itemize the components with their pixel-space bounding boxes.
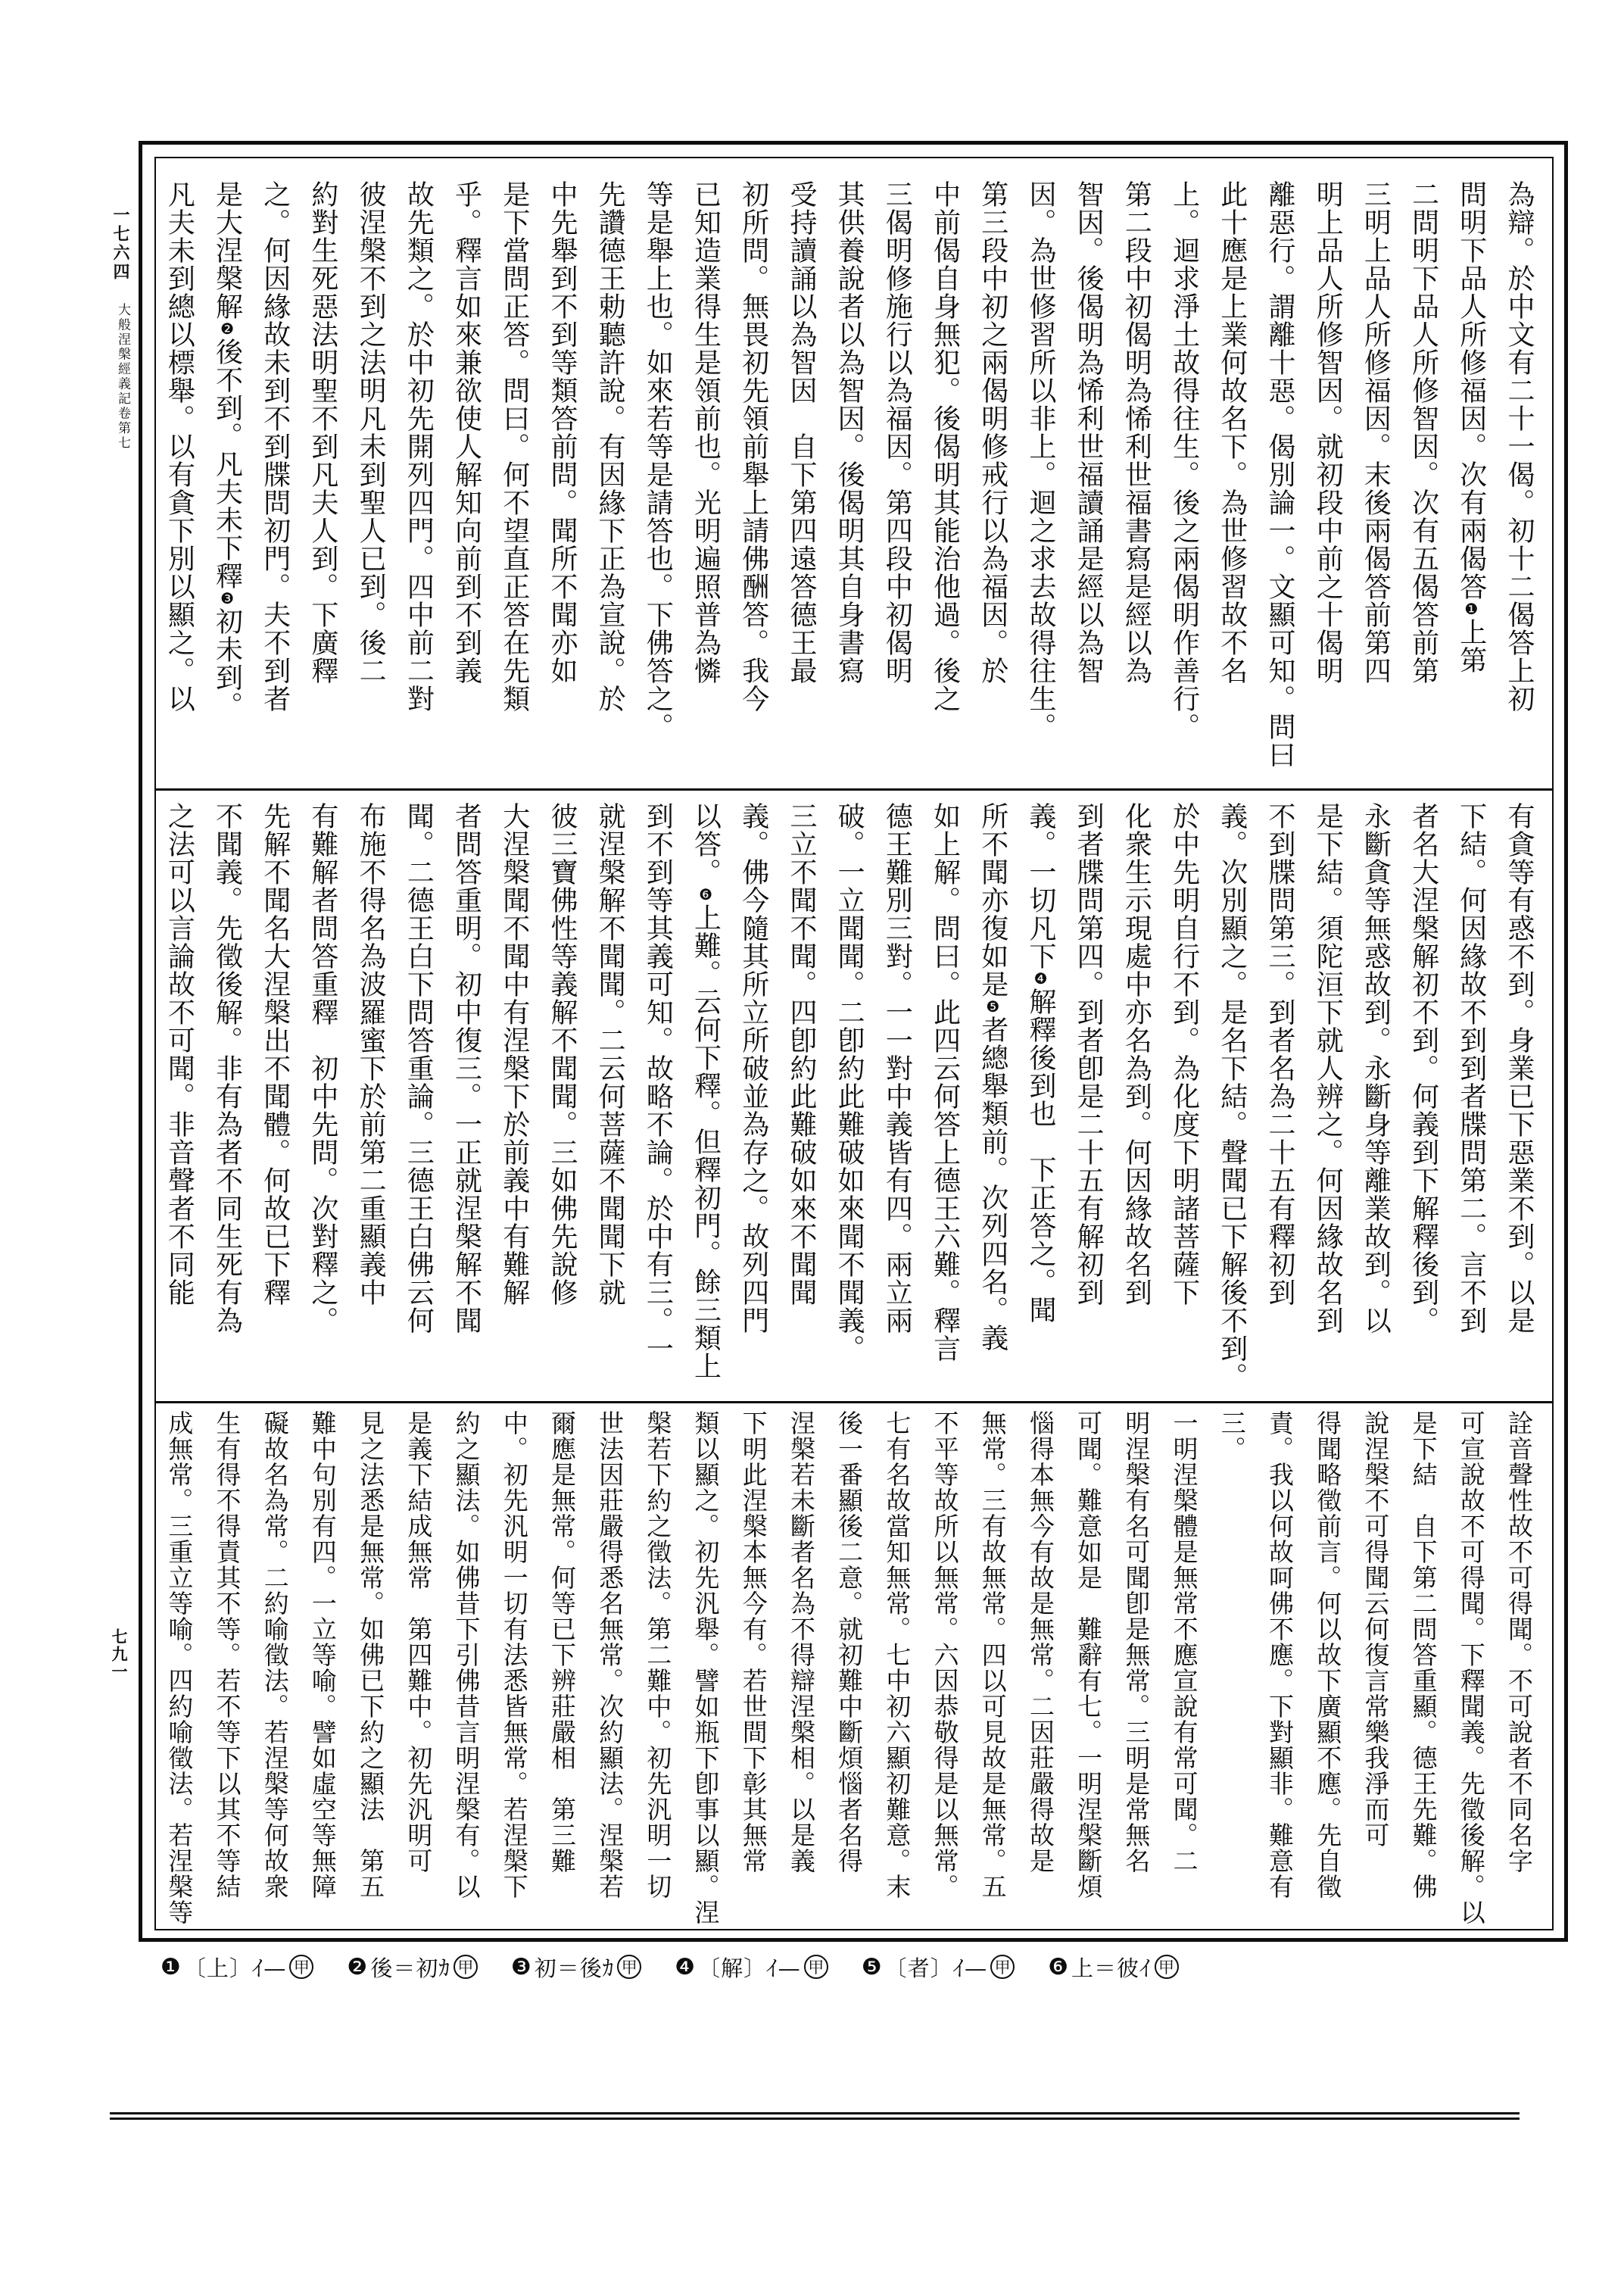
text-column: 凡夫未到總以標舉。以有貪下別以顯之。以 bbox=[164, 180, 195, 713]
footnote-marker: ❶ bbox=[161, 1953, 181, 1980]
text-column: 永斷貪等無惑故到。永斷身等離業故到。以 bbox=[1360, 802, 1392, 1334]
footnote-text: 〔者〕ｲ— bbox=[884, 1955, 988, 1981]
text-column: 第三段中初之兩偈明修戒行以為福因。於 bbox=[977, 180, 1008, 685]
text-column: 上。迴求淨土故得往生。後之兩偈明作善行。 bbox=[1168, 180, 1200, 741]
text-column: 德王難別三對。一一對中義皆有四。兩立兩 bbox=[881, 802, 913, 1334]
text-column: 責。我以何故呵佛不應。下對顯非。難意有三。 bbox=[1217, 1410, 1295, 1899]
footnote-marker-inline: ❶ bbox=[1462, 601, 1480, 618]
text-column: 為辯。於中文有二十一偈。初十二偈答上初 bbox=[1504, 180, 1535, 713]
text-column: 中前偈自身無犯。後偈明其能治他過。後之 bbox=[929, 180, 961, 713]
text-column: 是義下結成無常 第四難中。初先汎明可 bbox=[404, 1410, 434, 1874]
edition-siglum-icon: 甲 bbox=[289, 1955, 313, 1979]
text-column: 化衆生示現處中亦名為到。何因緣故名到 bbox=[1121, 802, 1152, 1306]
text-column: 明涅槃有名可聞卽是無常。三明是常無名 bbox=[1121, 1410, 1152, 1874]
footnote-marker: ❹ bbox=[675, 1953, 696, 1980]
text-column: 就涅槃解不聞聞。二云何菩薩不聞聞下就 bbox=[594, 802, 626, 1306]
band-separator-rule bbox=[156, 1401, 1554, 1403]
footnote-entry bbox=[347, 1952, 477, 1983]
footnote-marker: ❸ bbox=[510, 1953, 531, 1980]
text-column: 因。為世修習所以非上。迴之求去故得往生。 bbox=[1024, 180, 1056, 741]
taisho-text-number: 一七六四 bbox=[111, 206, 130, 282]
footnote-entry bbox=[161, 1952, 313, 1983]
work-title: 大般涅槃經義記卷第七 bbox=[115, 303, 130, 451]
text-column: 之。何因緣故未到不到牒問初門。夫不到者 bbox=[259, 180, 291, 713]
footnote-marker-inline: ❷ bbox=[218, 320, 236, 338]
text-column: 一明涅槃體是無常不應宣說有常可聞。二 bbox=[1169, 1410, 1199, 1874]
text-column: 下結。何因緣故不到到者牒問第二。言不到 bbox=[1455, 802, 1487, 1334]
text-column: 智因。後偈明為悕利世福讀誦是經以為智 bbox=[1073, 180, 1105, 685]
text-column: 離惡行。謂離十惡。偈別論一。文顯可知。問曰 bbox=[1264, 180, 1295, 769]
text-column: 是下結。須陀洹下就人辨之。何因緣故名到 bbox=[1312, 802, 1344, 1334]
text-column: 於中先明自行不到。為化度下明諸菩薩下 bbox=[1168, 802, 1200, 1306]
text-column: 者名大涅槃解初不到。何義到下解釋後到。 bbox=[1407, 802, 1439, 1334]
text-column: 後一番顯後二意。就初難中斷煩惱者名得 bbox=[834, 1410, 865, 1874]
text-column: 義。次別顯之。是名下結。聲聞已下解後不到。 bbox=[1216, 802, 1248, 1390]
text-column: 有難解者問答重釋 初中先問。次對釋之。 bbox=[307, 802, 338, 1334]
text-band-lower bbox=[156, 1404, 1554, 1930]
text-column: 聞。二德王白下問答重論。三德王白佛云何 bbox=[403, 802, 435, 1334]
band-separator-rule bbox=[156, 788, 1554, 791]
text-column: 成無常。三重立等喻。四約喻徵法。若涅槃等 bbox=[164, 1410, 195, 1925]
text-column: 不聞義。先徵後解。非有為者不同生死有為 bbox=[211, 802, 243, 1334]
footnote-text: 〔解〕ｲ— bbox=[698, 1955, 801, 1981]
footnote-text: 〔上〕ｲ— bbox=[183, 1955, 287, 1981]
text-column: 七有名故當知無常。七中初六顯初難意。末 bbox=[882, 1410, 912, 1899]
text-column: 可聞。難意如是 難辭有七。一明涅槃斷煩 bbox=[1074, 1410, 1104, 1899]
text-column: 先讚德王勅聽許說。有因緣下正為宣說。於 bbox=[594, 180, 626, 713]
text-column: 者問答重明。初中復三。一正就涅槃解不聞 bbox=[450, 802, 482, 1334]
text-column: 此十應是上業何故名下。為世修習故不名 bbox=[1216, 180, 1248, 685]
text-column: 難中句別有四。一立等喻。譬如虛空等無障 bbox=[307, 1410, 338, 1899]
footnote-marker-inline: ❹ bbox=[1031, 970, 1049, 988]
text-column: 布施不得名為波羅蜜下於前第二重顯義中 bbox=[355, 802, 387, 1306]
text-column: 問明下品人所修福因。次有兩偈答❶上第 bbox=[1455, 180, 1487, 674]
footnote-entry bbox=[862, 1952, 1015, 1983]
text-column: 有貪等有惑不到。身業已下惡業不到。以是 bbox=[1504, 802, 1535, 1334]
edition-siglum-icon: 甲 bbox=[454, 1955, 478, 1979]
text-column: 三明上品人所修福因。末後兩偈答前第四 bbox=[1360, 180, 1392, 685]
text-column: 先解不聞名大涅槃出不聞體。何故已下釋 bbox=[259, 802, 291, 1306]
edition-siglum-icon: 甲 bbox=[804, 1955, 828, 1979]
text-column: 故先類之。於中初先開列四門。四中前二對 bbox=[403, 180, 435, 713]
text-column: 到不到等其義可知。故略不論。於中有三。一 bbox=[642, 802, 674, 1362]
text-column: 其供養說者以為智因。後偈明其自身書寫 bbox=[834, 180, 865, 685]
text-column: 到者牒問第四。到者卽是二十五有解初到 bbox=[1073, 802, 1105, 1306]
text-column: 爾應是無常。何等已下辨莊嚴相 第三難 bbox=[547, 1410, 577, 1874]
text-column: 詮音聲性故不可得聞。不可說者不同名字 bbox=[1504, 1410, 1534, 1874]
footnote-text: 後＝初ｶ bbox=[370, 1955, 450, 1981]
text-column: 乎。釋言如來兼欲使人解知向前到不到義 bbox=[450, 180, 482, 685]
text-column: 約對生死惡法明聖不到凡夫人到。下廣釋 bbox=[307, 180, 338, 685]
text-column: 得聞略徵前言。何以故下廣顯不應。先自徵 bbox=[1313, 1410, 1343, 1899]
text-column: 破。一立聞聞。二卽約此難破如來聞不聞義。 bbox=[834, 802, 865, 1362]
text-column: 義。一切凡下❹解釋後到也 下正答之。聞 bbox=[1024, 802, 1056, 1324]
footnote-text: 初＝後ｶ bbox=[534, 1955, 615, 1981]
footnote-entry bbox=[1048, 1952, 1178, 1983]
edition-siglum-icon: 甲 bbox=[990, 1955, 1015, 1979]
text-column: 不平等故所以無常。六因恭敬得是以無常。 bbox=[930, 1410, 960, 1899]
footnote-marker: ❻ bbox=[1048, 1953, 1069, 1980]
text-column: 二問明下品人所修智因。次有五偈答前第 bbox=[1407, 180, 1439, 685]
text-column: 是大涅槃解❷後不到。凡夫未下釋❸初未到。 bbox=[211, 180, 243, 719]
text-column: 以答。❻上難。云何下釋。但釋初門。餘三類上 bbox=[690, 802, 722, 1380]
text-column: 是下結 自下第二問答重顯。德王先難。佛 bbox=[1408, 1410, 1439, 1899]
footnote-marker-inline: ❺ bbox=[983, 998, 1002, 1016]
footnote-entry bbox=[511, 1952, 641, 1983]
text-column: 無常。三有故無常。四以可見故是無常。五 bbox=[977, 1410, 1008, 1899]
edition-siglum-icon: 甲 bbox=[1155, 1955, 1179, 1979]
text-column: 義。佛今隨其所立所破並為存之。故列四門 bbox=[737, 802, 769, 1334]
text-column: 之法可以言論故不可聞。非音聲者不同能 bbox=[164, 802, 195, 1306]
text-band-upper bbox=[156, 161, 1554, 788]
text-column: 三立不聞不聞。四卽約此難破如來不聞聞 bbox=[785, 802, 817, 1306]
edition-siglum-icon: 甲 bbox=[617, 1955, 641, 1979]
footnote-text: 上＝彼ｲ bbox=[1071, 1955, 1152, 1981]
footnote-marker: ❺ bbox=[861, 1953, 882, 1980]
text-column: 是下當問正答。問曰。何不望直正答在先類 bbox=[498, 180, 530, 713]
text-column: 類以顯之。初先汎舉。譬如瓶下卽事以顯。涅 bbox=[690, 1410, 721, 1925]
text-column: 受持讀誦以為智因 自下第四遠答德王最 bbox=[785, 180, 817, 685]
text-column: 彼涅槃不到之法明凡未到聖人已到。後二 bbox=[355, 180, 387, 685]
footer-double-rule bbox=[110, 2112, 1520, 2120]
text-column: 中先舉到不到等類答前問。聞所不聞亦如 bbox=[546, 180, 578, 685]
text-column: 惱得本無今有故是無常。二因莊嚴得故是 bbox=[1025, 1410, 1055, 1874]
text-column: 可宣說故不可得聞。下釋聞義。先徵後解。以 bbox=[1456, 1410, 1486, 1925]
text-column: 生有得不得責其不等。若不等下以其不等結 bbox=[212, 1410, 242, 1899]
text-column: 見之法悉是無常。如佛已下約之顯法 第五 bbox=[356, 1410, 386, 1899]
text-column: 所不聞亦復如是❺者總舉類前。次列四名。義 bbox=[977, 802, 1008, 1352]
footnote-apparatus-row bbox=[161, 1951, 1296, 1983]
text-column: 中。初先汎明一切有法悉皆無常。若涅槃下 bbox=[499, 1410, 529, 1899]
text-column: 涅槃若未斷者名為不得辯涅槃相。以是義 bbox=[786, 1410, 816, 1874]
text-column: 世法因莊嚴得悉名無常。次約顯法。涅槃若 bbox=[595, 1410, 625, 1899]
text-column: 已知造業得生是領前也。光明遍照普為憐 bbox=[690, 180, 722, 685]
page-number: 七九一 bbox=[110, 1628, 129, 1681]
text-column: 槃若下約之徵法。第二難中。初先汎明一切 bbox=[643, 1410, 673, 1899]
text-column: 下明此涅槃本無今有。若世間下彰其無常 bbox=[738, 1410, 768, 1874]
text-column: 說涅槃不可得聞云何復言常樂我淨而可 bbox=[1361, 1410, 1391, 1848]
footnote-marker-inline: ❻ bbox=[697, 886, 715, 903]
footnote-entry bbox=[675, 1952, 828, 1983]
text-column: 明上品人所修智因。就初段中前之十偈明 bbox=[1312, 180, 1344, 685]
footnote-marker-inline: ❸ bbox=[218, 590, 236, 607]
text-band-middle bbox=[156, 792, 1554, 1400]
text-column: 等是舉上也。如來若等是請答也。下佛答之。 bbox=[642, 180, 674, 741]
text-column: 三偈明修施行以為福因。第四段中初偈明 bbox=[881, 180, 913, 685]
footnote-marker: ❷ bbox=[347, 1953, 368, 1980]
text-column: 初所問。無畏初先領前舉上請佛酬答。我今 bbox=[737, 180, 769, 713]
text-column: 約之顯法。如佛昔下引佛昔言明涅槃有。以 bbox=[451, 1410, 482, 1899]
text-column: 不到牒問第三。到者名為二十五有釋初到 bbox=[1264, 802, 1295, 1306]
text-column: 第二段中初偈明為悕利世福書寫是經以為 bbox=[1121, 180, 1152, 685]
text-column: 礙故名為常。二約喻徵法。若涅槃等何故衆 bbox=[260, 1410, 290, 1899]
text-column: 如上解。問曰。此四云何答上德王六難。釋言 bbox=[929, 802, 961, 1362]
text-column: 大涅槃聞不聞中有涅槃下於前義中有難解 bbox=[498, 802, 530, 1306]
text-column: 彼三寶佛性等義解不聞聞。三如佛先說修 bbox=[546, 802, 578, 1306]
